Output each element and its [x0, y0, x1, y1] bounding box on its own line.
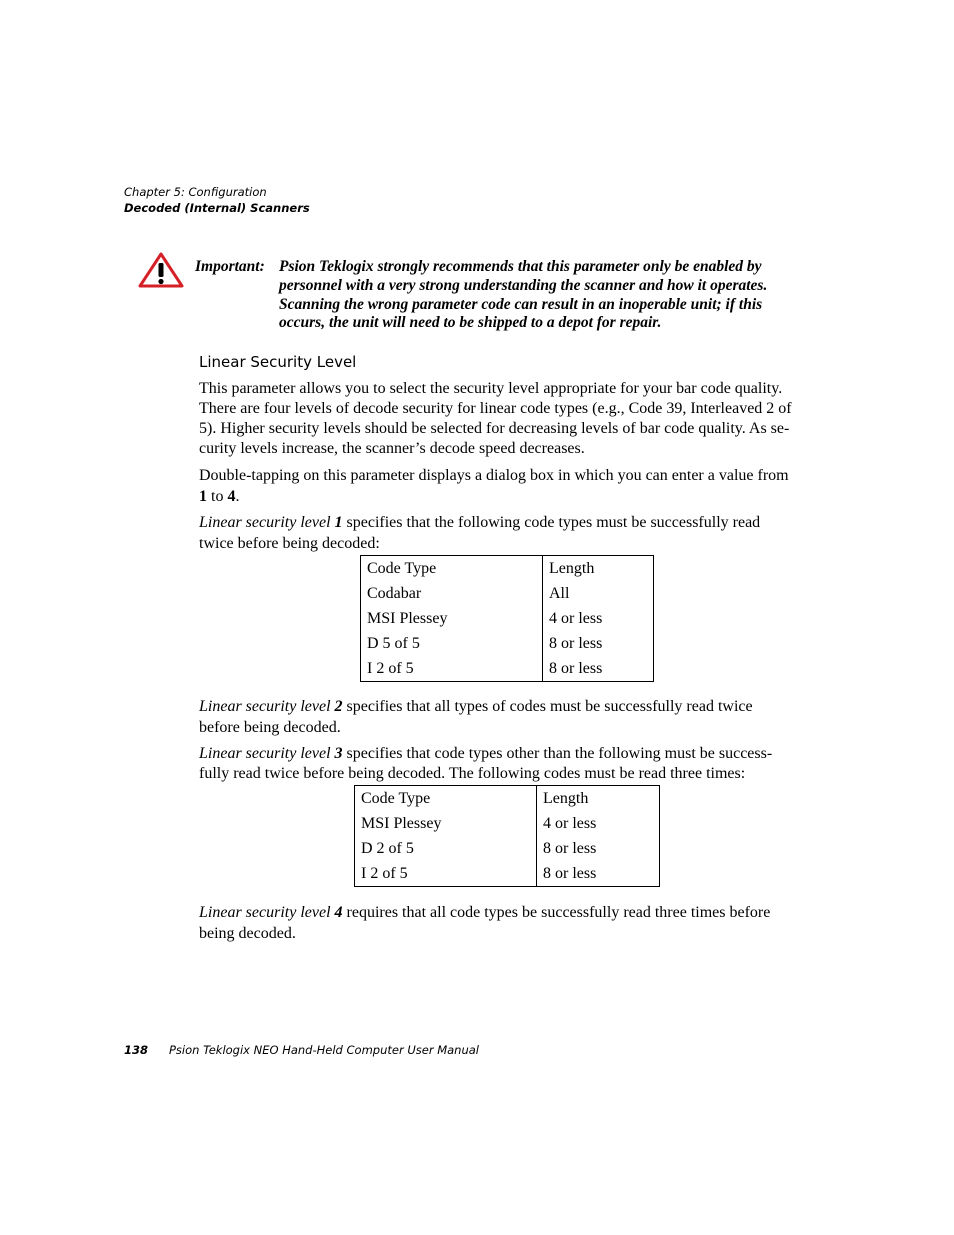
table-cell: 8 or less — [543, 631, 654, 656]
table-cell: I 2 of 5 — [361, 656, 543, 682]
level3-line-1 — [199, 744, 817, 765]
range-to: to — [207, 488, 228, 505]
important-line-2: personnel with a very strong understanding the scanner and how it operates. — [279, 277, 768, 294]
level2-line-1 — [199, 697, 817, 718]
table-row — [361, 581, 654, 606]
level4-line-2: being decoded. — [199, 925, 296, 942]
code-table-level3 — [354, 785, 660, 887]
level2-prefix: Linear security level — [199, 698, 335, 715]
page-number: 138 — [124, 1043, 149, 1057]
table-cell: MSI Plessey — [355, 811, 537, 836]
important-line-1: Psion Teklogix strongly recommends that this parameter only be enabled by — [279, 258, 762, 275]
level2-num: 2 — [334, 698, 343, 715]
level4-prefix: Linear security level — [199, 904, 335, 921]
table-header-cell: Length — [543, 556, 654, 582]
level4-rest: requires that all code types be successfully read three times before — [342, 904, 771, 921]
level1-prefix: Linear security level — [199, 514, 335, 531]
table-cell: D 5 of 5 — [361, 631, 543, 656]
table-cell: 8 or less — [543, 656, 654, 682]
table-cell: D 2 of 5 — [355, 836, 537, 861]
table-header-cell: Length — [537, 786, 660, 812]
range-max: 4 — [227, 488, 236, 505]
intro-line-2: There are four levels of decode security for linear code types (e.g., Code 39, Interleaved 2 of — [199, 400, 792, 417]
table-cell: 8 or less — [537, 861, 660, 887]
warning-icon — [138, 252, 184, 288]
level3-rest: specifies that code types other than the following must be success- — [342, 745, 773, 762]
important-label: Important: — [195, 258, 265, 275]
important-line-3: Scanning the wrong parameter code can result in an inoperable unit; if this — [279, 296, 763, 313]
level4-num: 4 — [334, 904, 343, 921]
intro-line-3: 5). Higher security levels should be selected for decreasing levels of bar code quality. As se- — [199, 420, 790, 437]
intro-line-4: curity levels increase, the scanner’s decode speed decreases. — [199, 440, 585, 457]
level1-rest: specifies that the following code types must be successfully read — [342, 514, 761, 531]
table-cell: MSI Plessey — [361, 606, 543, 631]
range-end: . — [235, 488, 240, 505]
table-row — [361, 631, 654, 656]
table-row — [355, 861, 660, 887]
code-table-level1 — [360, 555, 654, 682]
level2-line-2: before being decoded. — [199, 719, 341, 736]
table-cell: Codabar — [361, 581, 543, 606]
table-header-row — [355, 786, 660, 812]
level2-rest: specifies that all types of codes must be successfully read twice — [342, 698, 753, 715]
table-cell: 8 or less — [537, 836, 660, 861]
important-line-4: occurs, the unit will need to be shipped to a depot for repair. — [279, 314, 662, 331]
table-row — [355, 836, 660, 861]
table-cell: I 2 of 5 — [355, 861, 537, 887]
level4-line-1 — [199, 903, 817, 924]
section-heading: Linear Security Level — [199, 353, 357, 371]
footer-title: Psion Teklogix NEO Hand-Held Computer User Manual — [169, 1043, 479, 1057]
level3-num: 3 — [334, 745, 343, 762]
range-min: 1 — [199, 488, 207, 505]
table-header-cell: Code Type — [361, 556, 543, 582]
double-tap-line-1: Double-tapping on this parameter displays a dialog box in which you can enter a value from — [199, 467, 789, 484]
level1-line-1 — [199, 513, 817, 534]
running-header-section: Decoded (Internal) Scanners — [124, 201, 310, 215]
running-header-chapter: Chapter 5: Configuration — [124, 185, 267, 199]
table-cell: All — [543, 581, 654, 606]
table-row — [355, 811, 660, 836]
level1-line-2: twice before being decoded: — [199, 535, 380, 552]
intro-line-1: This parameter allows you to select the security level appropriate for your bar code quality. — [199, 380, 783, 397]
level1-num: 1 — [334, 514, 343, 531]
table-header-row — [361, 556, 654, 582]
table-row — [361, 656, 654, 682]
level3-line-2: fully read twice before being decoded. The following codes must be read three times: — [199, 765, 746, 782]
table-cell: 4 or less — [543, 606, 654, 631]
table-cell: 4 or less — [537, 811, 660, 836]
double-tap-line-2 — [199, 487, 817, 508]
table-header-cell: Code Type — [355, 786, 537, 812]
level3-prefix: Linear security level — [199, 745, 335, 762]
table-row — [361, 606, 654, 631]
